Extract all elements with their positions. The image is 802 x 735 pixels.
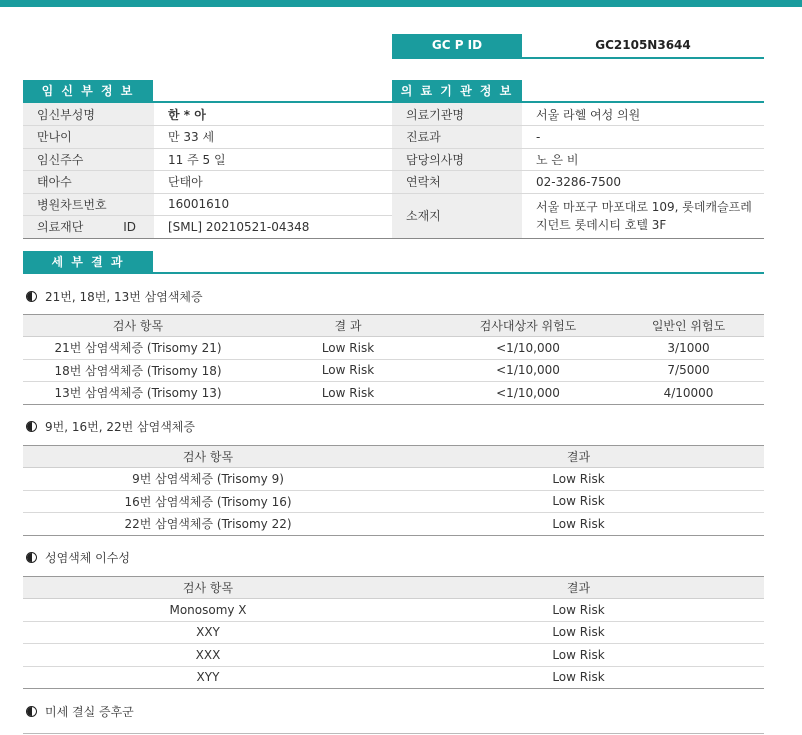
half-circle-icon bbox=[26, 421, 37, 432]
result-cell: Low Risk bbox=[393, 468, 764, 491]
result-cell: Low Risk bbox=[253, 337, 443, 360]
table-row bbox=[23, 599, 764, 622]
institution-section-tab: 의 료 기 관 정 보 bbox=[392, 80, 522, 102]
patient-row bbox=[23, 103, 400, 126]
foundation-id-label: 의료재단 ID bbox=[23, 216, 154, 239]
trisomy-21-18-13-heading bbox=[26, 288, 203, 305]
subject-risk-cell: <1/10,000 bbox=[443, 359, 613, 382]
table-row bbox=[23, 359, 764, 382]
column-header: 검사 항목 bbox=[23, 446, 393, 468]
sex-chromosome-heading-text: 성염색체 이수성 bbox=[45, 551, 130, 565]
patient-row bbox=[23, 171, 400, 194]
test-item-cell: XYY bbox=[23, 666, 393, 689]
institution-name-label: 의료기관명 bbox=[392, 103, 522, 126]
address-label: 소재지 bbox=[392, 193, 522, 238]
fetus-count-value: 단태아 bbox=[154, 171, 400, 194]
department-label: 진료과 bbox=[392, 126, 522, 149]
table-row bbox=[23, 621, 764, 644]
address-value: 서울 마포구 마포대로 109, 롯데캐슬프레지던트 롯데시티 호텔 3F bbox=[522, 193, 764, 238]
foundation-id-value: [SML] 20210521-04348 bbox=[154, 216, 400, 239]
contact-label: 연락처 bbox=[392, 171, 522, 194]
general-risk-cell: 4/10000 bbox=[613, 382, 764, 405]
half-circle-icon bbox=[26, 291, 37, 302]
test-item-cell: 18번 삼염색체증 (Trisomy 18) bbox=[23, 359, 253, 382]
column-header: 일반인 위험도 bbox=[613, 315, 764, 337]
patient-row bbox=[23, 126, 400, 149]
doctor-name-value: 노 은 비 bbox=[522, 148, 764, 171]
patient-name-label: 임신부성명 bbox=[23, 103, 154, 126]
column-header: 검사 항목 bbox=[23, 315, 253, 337]
result-cell: Low Risk bbox=[393, 644, 764, 667]
patient-row bbox=[23, 216, 400, 239]
detail-section-tab: 세 부 결 과 bbox=[23, 251, 153, 273]
trisomy-9-16-22-heading-text: 9번, 16번, 22번 삼염색체증 bbox=[45, 420, 195, 434]
top-accent-bar bbox=[0, 0, 802, 7]
column-header: 결과 bbox=[393, 446, 764, 468]
patient-info-table bbox=[23, 103, 400, 239]
table-header-row bbox=[23, 446, 764, 468]
result-cell: Low Risk bbox=[393, 490, 764, 513]
general-risk-cell: 3/1000 bbox=[613, 337, 764, 360]
sex-chromosome-heading bbox=[26, 549, 130, 566]
test-item-cell: 22번 삼염색체증 (Trisomy 22) bbox=[23, 513, 393, 536]
doctor-name-label: 담당의사명 bbox=[392, 148, 522, 171]
sex-chromosome-table bbox=[23, 576, 764, 689]
result-cell: Low Risk bbox=[253, 359, 443, 382]
test-item-cell: XXY bbox=[23, 621, 393, 644]
test-item-cell: XXX bbox=[23, 644, 393, 667]
chart-number-label: 병원차트번호 bbox=[23, 193, 154, 216]
patient-name-value: 한 * 아 bbox=[154, 103, 400, 126]
patient-section-tab: 임 신 부 정 보 bbox=[23, 80, 153, 102]
trisomy-21-18-13-table bbox=[23, 314, 764, 405]
patient-age-value: 만 33 세 bbox=[154, 126, 400, 149]
table-row bbox=[23, 644, 764, 667]
test-item-cell: 9번 삼염색체증 (Trisomy 9) bbox=[23, 468, 393, 491]
column-header: 검사대상자 위험도 bbox=[443, 315, 613, 337]
next-table-top-border bbox=[23, 733, 764, 734]
detail-section-line bbox=[23, 272, 764, 274]
result-cell: Low Risk bbox=[253, 382, 443, 405]
test-item-cell: 16번 삼염색체증 (Trisomy 16) bbox=[23, 490, 393, 513]
patient-age-label: 만나이 bbox=[23, 126, 154, 149]
test-item-cell: 13번 삼염색체증 (Trisomy 13) bbox=[23, 382, 253, 405]
table-row bbox=[23, 513, 764, 536]
result-cell: Low Risk bbox=[393, 666, 764, 689]
institution-row bbox=[392, 171, 764, 194]
gcp-id-label: GC P ID bbox=[392, 34, 522, 59]
contact-value: 02-3286-7500 bbox=[522, 171, 764, 194]
microdeletion-heading bbox=[26, 703, 134, 720]
table-header-row bbox=[23, 315, 764, 337]
department-value: - bbox=[522, 126, 764, 149]
test-item-cell: Monosomy X bbox=[23, 599, 393, 622]
subject-risk-cell: <1/10,000 bbox=[443, 337, 613, 360]
result-cell: Low Risk bbox=[393, 621, 764, 644]
trisomy-9-16-22-heading bbox=[26, 418, 195, 435]
table-row bbox=[23, 666, 764, 689]
general-risk-cell: 7/5000 bbox=[613, 359, 764, 382]
table-row bbox=[23, 468, 764, 491]
table-row bbox=[23, 382, 764, 405]
result-cell: Low Risk bbox=[393, 513, 764, 536]
institution-row bbox=[392, 103, 764, 126]
half-circle-icon bbox=[26, 552, 37, 563]
institution-info-table bbox=[392, 103, 764, 239]
table-header-row bbox=[23, 577, 764, 599]
institution-row bbox=[392, 126, 764, 149]
gcp-id-underline bbox=[392, 57, 764, 59]
column-header: 결과 bbox=[393, 577, 764, 599]
gestational-age-value: 11 주 5 일 bbox=[154, 148, 400, 171]
institution-name-value: 서울 라헬 여성 의원 bbox=[522, 103, 764, 126]
half-circle-icon bbox=[26, 706, 37, 717]
patient-row bbox=[23, 193, 400, 216]
column-header: 결 과 bbox=[253, 315, 443, 337]
table-row bbox=[23, 490, 764, 513]
trisomy-21-18-13-heading-text: 21번, 18번, 13번 삼염색체증 bbox=[45, 290, 203, 304]
chart-number-value: 16001610 bbox=[154, 193, 400, 216]
subject-risk-cell: <1/10,000 bbox=[443, 382, 613, 405]
column-header: 검사 항목 bbox=[23, 577, 393, 599]
test-item-cell: 21번 삼염색체증 (Trisomy 21) bbox=[23, 337, 253, 360]
trisomy-9-16-22-table bbox=[23, 445, 764, 536]
gcp-id-value: GC2105N3644 bbox=[595, 38, 691, 52]
institution-row bbox=[392, 148, 764, 171]
result-cell: Low Risk bbox=[393, 599, 764, 622]
gcp-id-box bbox=[392, 34, 764, 59]
patient-row bbox=[23, 148, 400, 171]
microdeletion-heading-text: 미세 결실 증후군 bbox=[45, 705, 134, 719]
table-row bbox=[23, 337, 764, 360]
gestational-age-label: 임신주수 bbox=[23, 148, 154, 171]
fetus-count-label: 태아수 bbox=[23, 171, 154, 194]
institution-row bbox=[392, 193, 764, 238]
